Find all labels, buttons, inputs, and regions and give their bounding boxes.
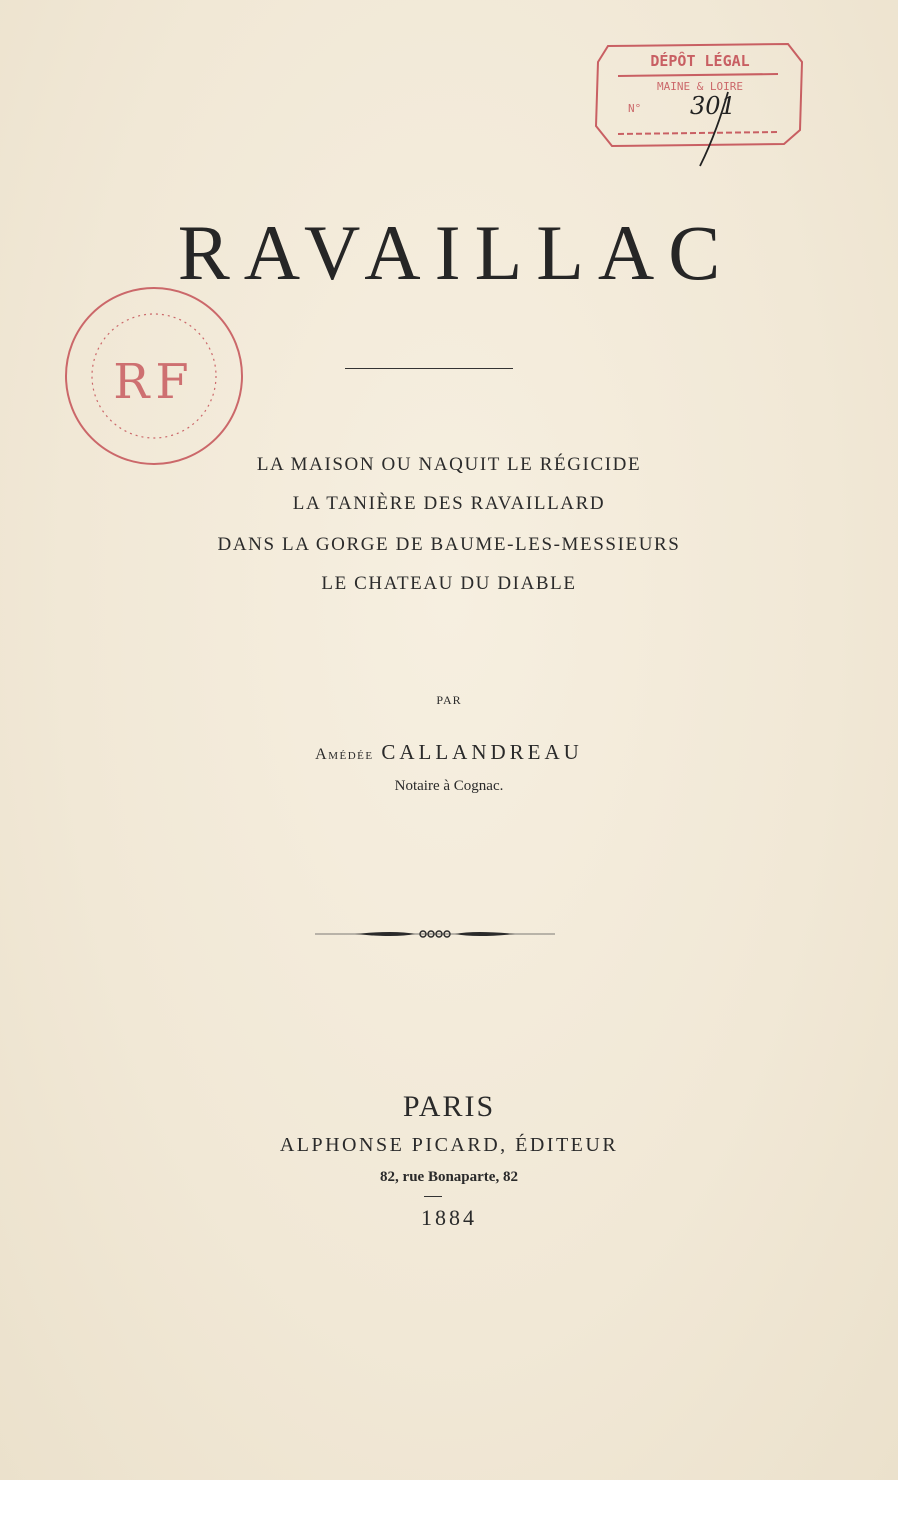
author-name <box>0 740 898 765</box>
author-role: Notaire à Cognac. <box>394 778 504 794</box>
scan-margin <box>0 1480 898 1513</box>
imprint-year: 1884 <box>421 1205 477 1230</box>
subtitle-line-3: DANS LA GORGE DE BAUME-LES-MESSIEURS <box>217 534 681 555</box>
stamp-number-label: N° <box>628 102 642 115</box>
seal-center-text: RF <box>113 354 195 410</box>
imprint-city: PARIS <box>402 1090 496 1123</box>
library-seal-stamp <box>58 286 258 476</box>
stamp-number: 301 <box>690 92 736 120</box>
subtitle-line-2: LA TANIÈRE DES RAVAILLARD <box>292 493 606 514</box>
imprint-publisher: ALPHONSE PICARD, ÉDITEUR <box>279 1134 619 1156</box>
ornament-divider <box>315 924 555 944</box>
author-surname: CALLANDREAU <box>381 740 583 764</box>
year-rule <box>424 1196 442 1197</box>
imprint-address: 82, rue Bonaparte, 82 <box>380 1169 518 1185</box>
legal-deposit-stamp <box>588 34 810 170</box>
subtitle-line-1: LA MAISON OU NAQUIT LE RÉGICIDE <box>256 454 642 475</box>
author-first-name: Amédée <box>315 746 374 763</box>
stamp-line-2: MAINE & LOIRE <box>656 80 744 93</box>
title-rule <box>345 368 513 369</box>
subtitle-line-4: LE CHATEAU DU DIABLE <box>321 573 577 594</box>
by-label: PAR <box>436 693 462 707</box>
stamp-line-1: DÉPÔT LÉGAL <box>650 52 750 70</box>
book-title: RAVAILLAC <box>177 209 735 296</box>
